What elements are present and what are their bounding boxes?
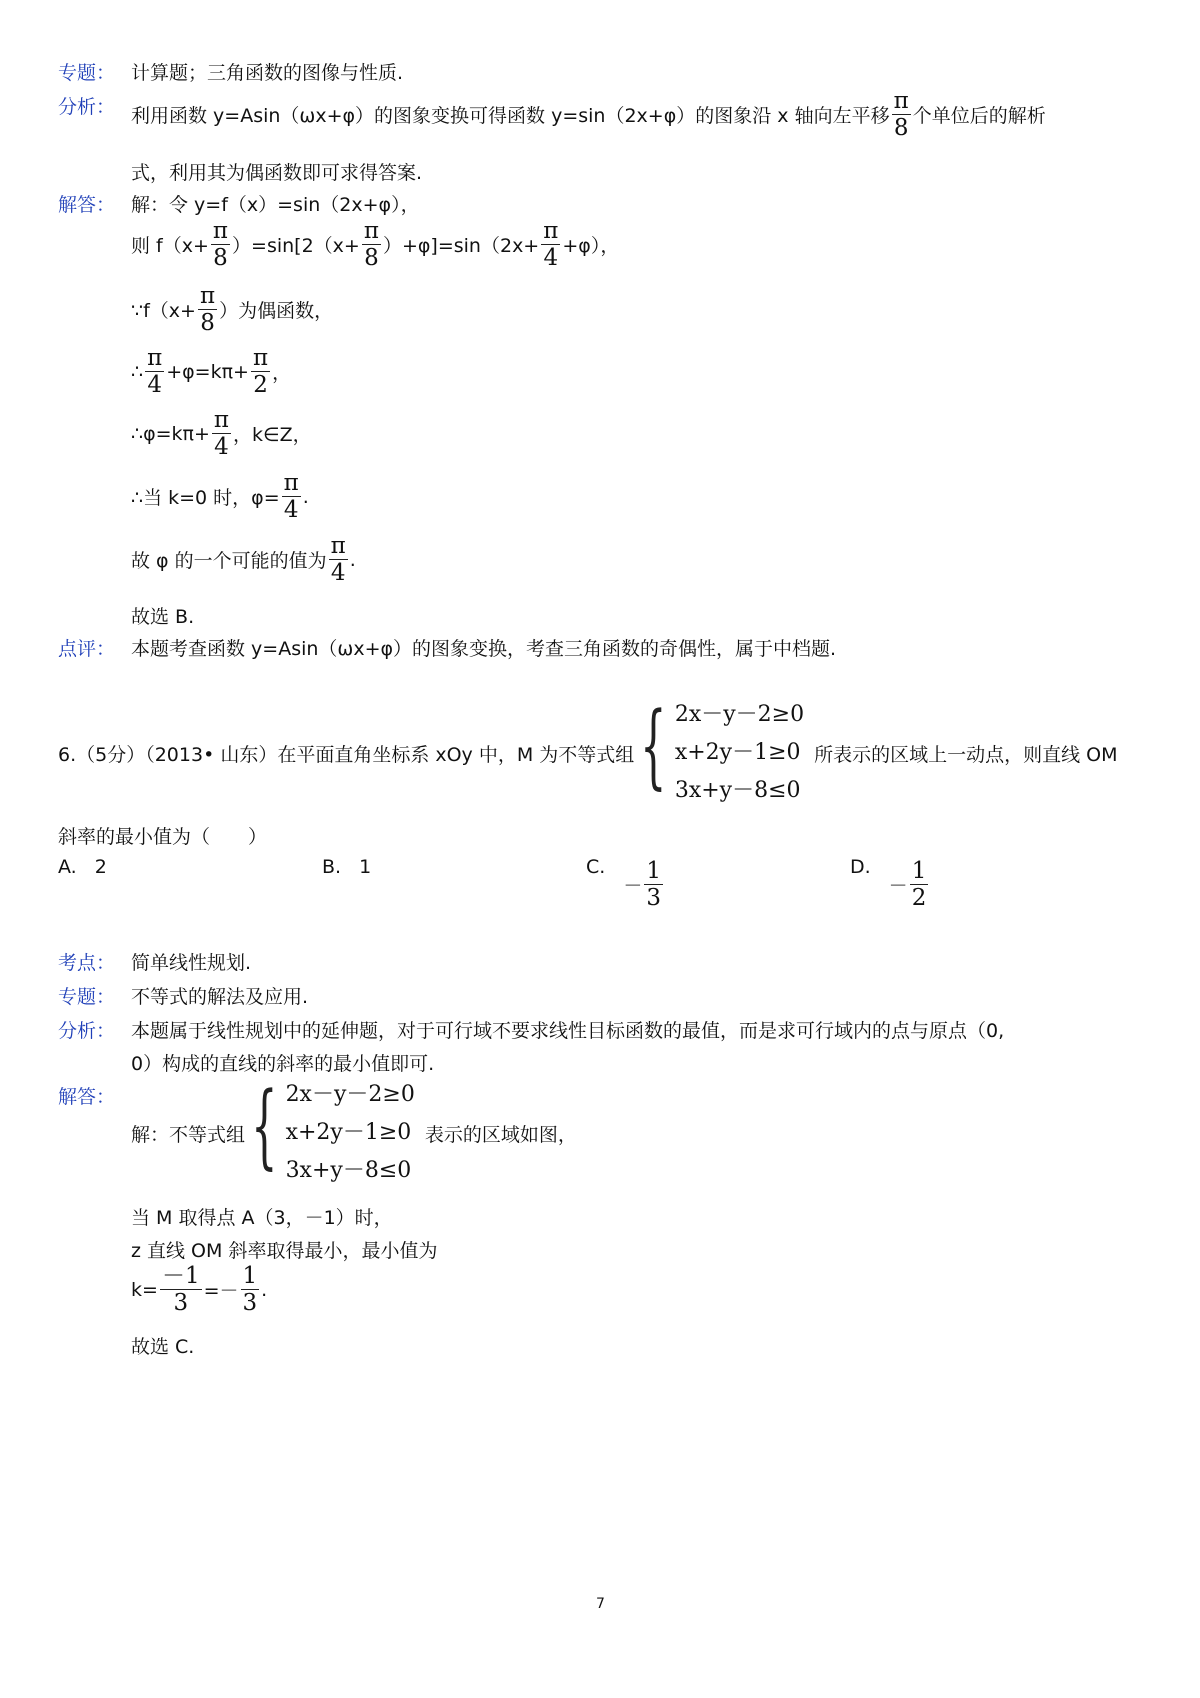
option-value [623,858,665,911]
question-6-stem-line-2: 斜率的最小值为（ ） [58,826,268,848]
minus-sign: － [623,875,643,897]
solution-line-1: 解：令 y=f（x）=sin（2x+φ）， [131,194,420,216]
solution-2-line-3: z 直线 OM 斜率取得最小，最小值为 [131,1240,438,1262]
fraction [212,407,231,460]
text: ∴当 k=0 时，φ= [131,487,280,509]
inequality-system [634,692,805,810]
numerator: π [212,218,229,244]
option-key: B. [322,856,342,878]
denominator: 4 [543,245,559,271]
solution-2-last: 故选 C. [131,1336,195,1358]
fraction-pi-over-8 [892,88,911,141]
denominator: 3 [173,1290,189,1316]
fenxi-2-line-1: 本题属于线性规划中的延伸题，对于可行域不要求线性目标函数的最值，而是求可行域内的点与原点（0, [131,1020,1005,1042]
inequality-rows [286,1076,415,1190]
left-brace: { [640,692,667,799]
fraction [241,1263,260,1316]
text: . [302,485,309,508]
fraction [145,345,164,398]
fenxi-line-1 [131,88,1046,141]
label-jieda: 解答： [58,194,116,216]
numerator: π [543,218,559,244]
inequality-system [245,1072,415,1190]
text: ）为偶函数， [219,300,334,322]
fraction [329,533,348,586]
question-6-stem [58,692,1118,810]
solution-line-8: 故选 B. [131,606,195,628]
solution-line-5 [131,407,312,460]
fraction [910,858,929,911]
fraction [211,218,230,271]
numerator: 1 [911,858,927,884]
label-zhuanti-2: 专题： [58,986,116,1008]
fraction [160,1263,202,1316]
solution-2-line-4 [131,1263,267,1316]
denominator: 2 [253,372,268,398]
denominator: 4 [330,560,346,586]
text: ∴ [131,360,144,383]
text: ）+φ]=sin（2x+ [382,235,540,257]
inequality-3: 3x+y－8≤0 [674,778,801,803]
dianping-text: 本题考查函数 y=Asin（ωx+φ）的图象变换，考查三角函数的奇偶性，属于中档题. [131,638,837,660]
fraction [198,283,217,336]
minus-sign: － [888,875,908,897]
denominator: 4 [214,434,229,460]
text: ∴φ=kπ+ [131,422,210,445]
text: +φ）， [562,235,620,257]
fraction [251,345,270,398]
option-key: D. [850,856,871,878]
denominator: 4 [147,372,162,398]
numerator: π [213,407,230,433]
option-a[interactable] [58,856,107,878]
denominator: 3 [242,1290,258,1316]
solution-2-line-2: 当 M 取得点 A（3，－1）时， [131,1207,393,1229]
numerator: －1 [161,1263,200,1289]
solution-line-2 [131,218,619,271]
numerator: π [252,345,269,371]
fraction [644,858,663,911]
option-c[interactable] [586,852,665,911]
label-zhuanti: 专题： [58,62,116,84]
denominator: 3 [646,885,661,911]
fenxi-text-post: 个单位后的解析 [912,105,1046,127]
option-value [889,858,931,911]
zhuanti-text-2: 不等式的解法及应用. [131,986,309,1008]
solution-line-7 [131,533,356,586]
inequality-1: 2x－y－2≥0 [674,702,805,727]
text: ）=sin[2（x+ [232,235,360,257]
solution-line-4 [131,345,291,398]
stem-text-post: 所表示的区域上一动点，则直线 OM [814,743,1118,766]
stem-text-pre: 6.（5分）（2013• 山东）在平面直角坐标系 xOy 中，M 为不等式组 [58,743,635,766]
solution-line-6 [131,470,309,523]
option-key: C. [586,856,606,878]
text: . [261,1278,268,1301]
option-b[interactable] [322,856,371,878]
left-brace: { [251,1072,278,1179]
text: =－ [203,1280,239,1302]
denominator: 4 [283,497,299,523]
numerator: π [283,470,299,496]
denominator: 8 [200,310,215,336]
kaodian-text: 简单线性规划. [131,952,252,974]
numerator: π [199,283,216,309]
fraction-numerator: π [893,88,909,114]
inequality-rows [675,696,804,810]
label-kaodian: 考点： [58,952,116,974]
inequality-1: 2x－y－2≥0 [285,1082,415,1107]
label-dianping: 点评： [58,638,116,660]
zhuanti-text: 计算题；三角函数的图像与性质. [131,62,404,84]
denominator: 8 [364,245,379,271]
text: 解：不等式组 [131,1123,246,1146]
solution-line-3 [131,283,333,336]
page-number: 7 [596,1596,605,1612]
option-text: 1 [359,856,372,878]
option-key: A. [58,856,77,878]
inequality-2: x+2y－1≥0 [674,740,801,765]
fraction [282,470,301,523]
numerator: π [147,345,163,371]
text: 故 φ 的一个可能的值为 [131,550,327,572]
text: +φ=kπ+ [166,360,249,383]
fenxi-2-line-2: 0）构成的直线的斜率的最小值即可. [131,1053,435,1075]
label-fenxi: 分析： [58,96,116,118]
option-text: 2 [94,856,107,878]
fraction-denominator: 8 [893,115,909,141]
denominator: 2 [911,885,927,911]
text: . [349,548,356,571]
inequality-3: 3x+y－8≤0 [285,1158,412,1183]
label-jieda-2: 解答： [58,1086,116,1108]
denominator: 8 [213,245,228,271]
numerator: π [363,218,379,244]
text: ，k∈Z， [233,424,312,446]
solution-2-line-1 [131,1072,577,1190]
label-fenxi-2: 分析： [58,1020,116,1042]
fenxi-text-pre: 利用函数 y=Asin（ωx+φ）的图象变换可得函数 y=sin（2x+φ）的图象沿 x 轴向左平移 [131,105,890,127]
text: 则 f（x+ [131,235,209,257]
option-d[interactable] [850,852,930,911]
text: k= [131,1278,158,1301]
fenxi-line-2: 式，利用其为偶函数即可求得答案. [131,162,423,184]
numerator: π [330,533,346,559]
text: ∵f（x+ [131,300,196,322]
fraction [541,218,560,271]
numerator: 1 [646,858,661,884]
fraction [362,218,381,271]
text: 表示的区域如图， [424,1123,577,1146]
text: ， [272,362,292,384]
inequality-2: x+2y－1≥0 [285,1120,412,1145]
numerator: 1 [242,1263,258,1289]
